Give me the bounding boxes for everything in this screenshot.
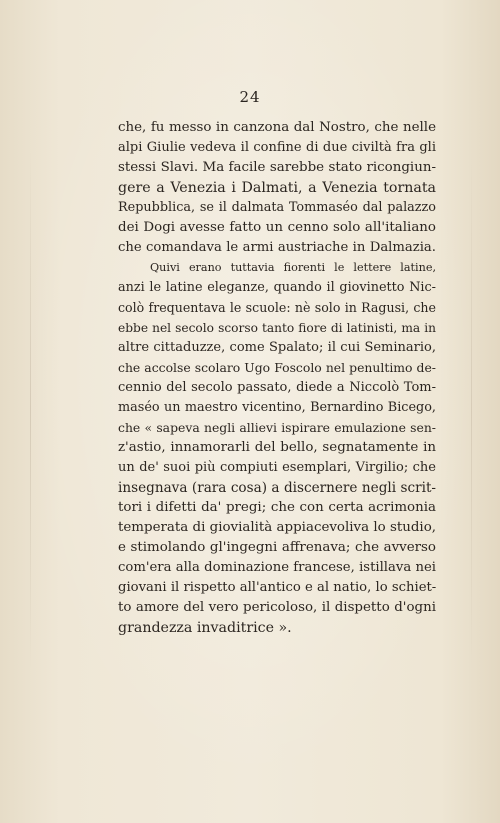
text-line: alpi Giulie vedeva il confine di due civiltà fra gli	[118, 140, 436, 155]
text-line: e stimolando gl'ingegni affrenava; che avverso	[118, 540, 436, 555]
body-text	[118, 118, 436, 638]
text-line: temperata di giovialità appiacevoliva lo studio,	[118, 520, 437, 535]
text-line: anzi le latine eleganze, quando il giovinetto Nic-	[118, 280, 436, 295]
text-line: grandezza invaditrice ».	[118, 620, 292, 636]
text-line: giovani il rispetto all'antico e al natio, lo schiet-	[118, 580, 437, 595]
text-line: un de' suoi più compiuti esemplari, Virgilio; che	[118, 460, 436, 475]
page-number: 24	[239, 88, 261, 106]
text-line: tori i difetti da' pregi; che con certa acrimonia	[118, 500, 436, 515]
text-line: cennio del secolo passato, diede a Niccolò Tom-	[118, 380, 436, 395]
text-line: ebbe nel secolo scorso tanto fiore di latinisti, ma in	[118, 321, 436, 335]
text-line: dei Dogi avesse fatto un cenno solo all'italiano	[118, 220, 436, 235]
text-line: Quivi erano tuttavia fiorenti le lettere latine,	[150, 261, 436, 274]
text-line: maséo un maestro vicentino, Bernardino Bicego,	[118, 400, 436, 415]
page-fold-shadow-left	[30, 150, 31, 670]
text-line: che accolse scolaro Ugo Foscolo nel penultimo de-	[118, 360, 436, 375]
text-line: colò frequentava le scuole: nè solo in Ragusi, che	[118, 300, 436, 315]
text-line: insegnava (rara cosa) a discernere negli scrit-	[118, 480, 436, 496]
text-line: che, fu messo in canzona dal Nostro, che nelle	[118, 120, 436, 135]
text-line: che comandava le armi austriache in Dalmazia.	[118, 240, 436, 255]
text-line: gere a Venezia i Dalmati, a Venezia tornata	[118, 180, 436, 196]
text-line: che « sapeva negli allievi ispirare emulazione sen-	[118, 420, 436, 435]
text-line: stessi Slavi. Ma facile sarebbe stato ricongiun-	[118, 160, 436, 175]
text-line: com'era alla dominazione francese, istillava nei	[118, 560, 436, 575]
text-line: to amore del vero pericoloso, il dispetto d'ogni	[118, 600, 436, 615]
page-fold-shadow-right	[471, 150, 472, 670]
text-line: Repubblica, se il dalmata Tommaséo dal palazzo	[118, 200, 436, 215]
text-line: altre cittaduzze, come Spalato; il cui Seminario,	[118, 340, 436, 355]
text-line: z'astio, innamorarli del bello, segnatamente in	[118, 440, 436, 455]
